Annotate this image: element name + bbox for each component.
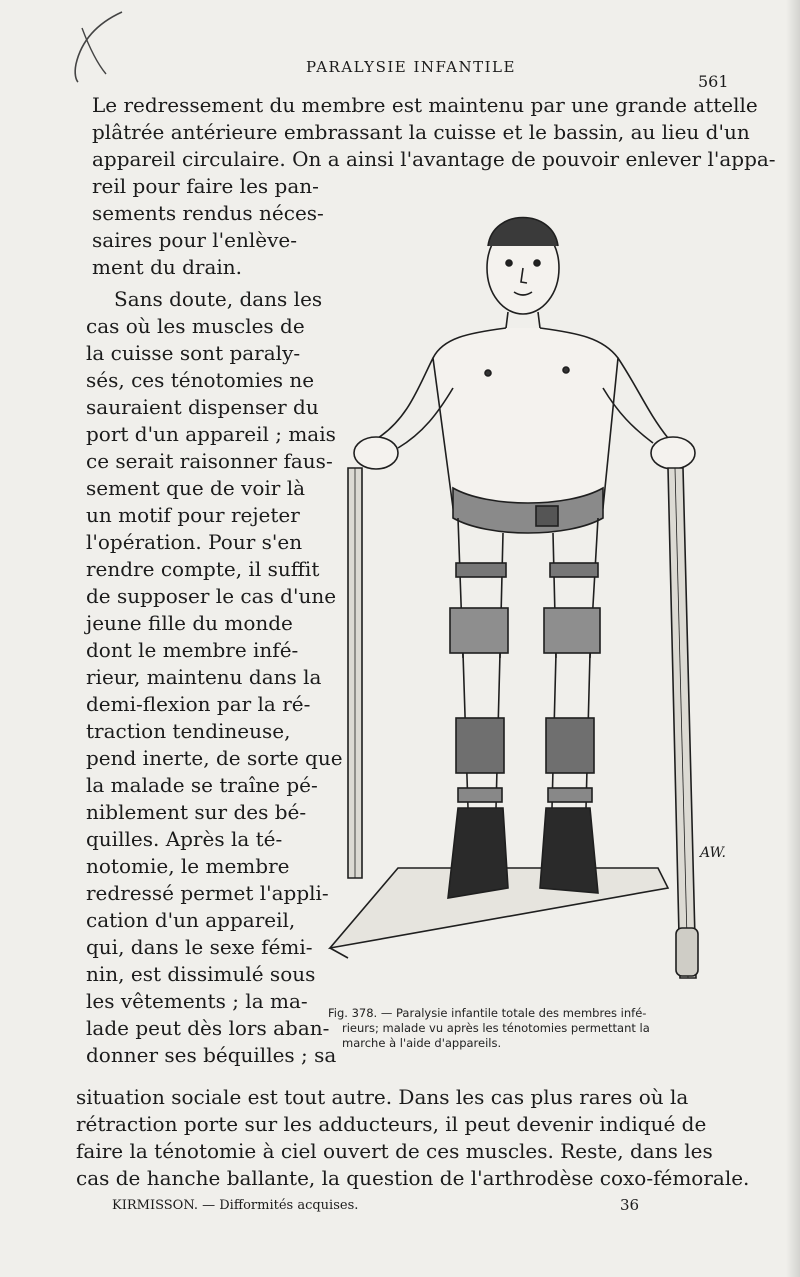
caption-line: marche à l'aide d'appareils. [342, 1036, 502, 1050]
text-line: saires pour l'enlève- [92, 228, 297, 252]
bottom-paragraph [76, 1084, 749, 1192]
text-line: qui, dans le sexe fémi- [86, 935, 313, 959]
text-line: jeune fille du monde [86, 611, 293, 635]
figure-caption [328, 1006, 724, 1051]
text-line: rendre compte, il suffit [86, 557, 320, 581]
left-column-paragraph [86, 286, 343, 1069]
text-line: lade peut dès lors aban- [86, 1016, 330, 1040]
figure-378-illustration [318, 188, 728, 1008]
text-line: donner ses béquilles ; sa [86, 1043, 337, 1067]
text-line: redressé permet l'appli- [86, 881, 329, 905]
text-line: reil pour faire les pan- [92, 174, 319, 198]
text-line: sements rendus néces- [92, 201, 324, 225]
text-line: sauraient dispenser du [86, 395, 319, 419]
text-line: rétraction porte sur les adducteurs, il peut devenir indiqué de [76, 1112, 707, 1136]
page-number: 561 [698, 72, 729, 91]
text-line: niblement sur des bé- [86, 800, 307, 824]
text-line: ce serait raisonner faus- [86, 449, 333, 473]
footer-citation: KIRMISSON. — Difformités acquises. [112, 1198, 359, 1213]
text-line: cation d'un appareil, [86, 908, 296, 932]
text-line: sement que de voir là [86, 476, 306, 500]
text-line: ment du drain. [92, 255, 243, 279]
text-line: traction tendineuse, [86, 719, 291, 743]
text-line: plâtrée antérieure embrassant la cuisse et le bassin, au lieu d'un [92, 120, 750, 144]
pencil-mark-icon [60, 8, 130, 88]
text-line: appareil circulaire. On a ainsi l'avantage de pouvoir enlever l'appa- [92, 147, 776, 171]
illustrator-signature: AW. [700, 845, 726, 861]
text-line: demi-flexion par la ré- [86, 692, 311, 716]
text-line: rieur, maintenu dans la [86, 665, 322, 689]
text-line: cas où les muscles de [86, 314, 305, 338]
text-line: de supposer le cas d'une [86, 584, 337, 608]
text-line: Le redressement du membre est maintenu par une grande attelle [92, 93, 758, 117]
boy-with-braces-drawing [318, 188, 728, 1008]
caption-line: Fig. 378. — Paralysie infantile totale des membres infé- [328, 1006, 647, 1020]
text-line: sés, ces ténotomies ne [86, 368, 315, 392]
text-line: notomie, le membre [86, 854, 290, 878]
text-line: la malade se traîne pé- [86, 773, 318, 797]
text-line: cas de hanche ballante, la question de l'arthrodèse coxo-fémorale. [76, 1166, 750, 1190]
text-line: quilles. Après la té- [86, 827, 283, 851]
text-line: faire la ténotomie à ciel ouvert de ces muscles. Reste, dans les [76, 1139, 713, 1163]
page-edge-shadow [786, 0, 800, 1277]
text-line: port d'un appareil ; mais [86, 422, 336, 446]
text-line: l'opération. Pour s'en [86, 530, 303, 554]
text-line: nin, est dissimulé sous [86, 962, 316, 986]
text-line: dont le membre infé- [86, 638, 299, 662]
text-line: les vêtements ; la ma- [86, 989, 308, 1013]
text-line: un motif pour rejeter [86, 503, 300, 527]
text-line: Sans doute, dans les [114, 287, 323, 311]
text-line: situation sociale est tout autre. Dans les cas plus rares où la [76, 1085, 689, 1109]
running-head: PARALYSIE INFANTILE [306, 58, 516, 76]
signature-mark: 36 [620, 1196, 640, 1214]
caption-line: rieurs; malade vu après les ténotomies permettant la [342, 1021, 650, 1035]
text-line: la cuisse sont paraly- [86, 341, 301, 365]
text-line: pend inerte, de sorte que [86, 746, 343, 770]
